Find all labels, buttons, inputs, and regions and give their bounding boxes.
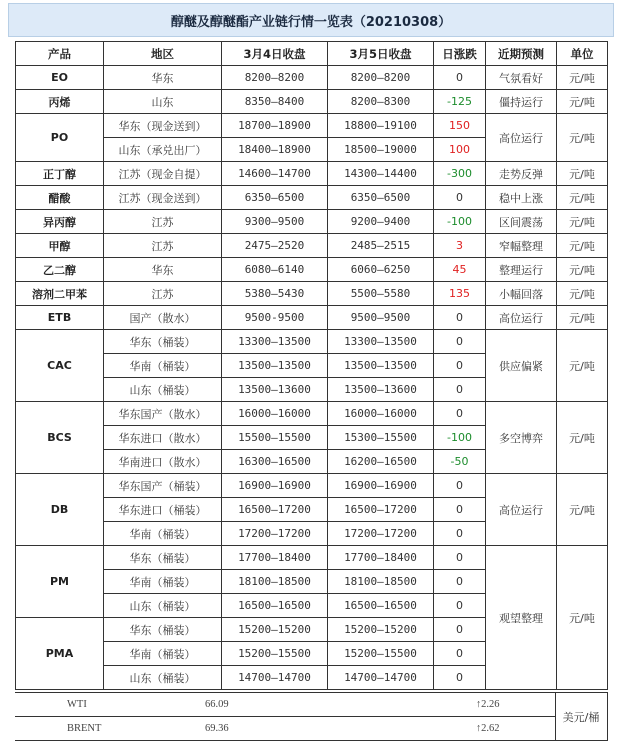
mar5-cell: 15200—15200 — [328, 618, 434, 642]
unit-cell: 元/吨 — [557, 162, 608, 186]
mar4-cell: 2475—2520 — [222, 234, 328, 258]
unit-cell: 元/吨 — [557, 90, 608, 114]
unit-cell: 元/吨 — [557, 210, 608, 234]
change-cell: -125 — [434, 90, 486, 114]
product-cell: ETB — [16, 306, 104, 330]
change-cell: 0 — [434, 522, 486, 546]
header-row — [16, 42, 608, 66]
table-row — [16, 258, 608, 282]
product-cell: 丙烯 — [16, 90, 104, 114]
change-cell: -50 — [434, 450, 486, 474]
forecast-cell: 气氛看好 — [486, 66, 557, 90]
region-cell: 华东 — [104, 66, 222, 90]
mar5-cell: 9500—9500 — [328, 306, 434, 330]
product-cell: PO — [16, 114, 104, 162]
mar5-cell: 13300—13500 — [328, 330, 434, 354]
region-cell: 华东进口（散水） — [104, 426, 222, 450]
table-row — [16, 306, 608, 330]
region-cell: 华南（桶装） — [104, 522, 222, 546]
header-product: 产品 — [16, 42, 104, 66]
product-cell: 溶剂二甲苯 — [16, 282, 104, 306]
crude-oil-table — [15, 692, 608, 741]
product-cell: PM — [16, 546, 104, 618]
header-mar5: 3月5日收盘 — [328, 42, 434, 66]
mar5-cell: 18100—18500 — [328, 570, 434, 594]
mar4-cell: 15200—15200 — [222, 618, 328, 642]
product-cell: 乙二醇 — [16, 258, 104, 282]
unit-cell: 元/吨 — [557, 234, 608, 258]
table-row — [16, 186, 608, 210]
product-cell: 醋酸 — [16, 186, 104, 210]
mar4-cell: 13500—13500 — [222, 354, 328, 378]
mar4-cell: 6080—6140 — [222, 258, 328, 282]
region-cell: 江苏（现金自提） — [104, 162, 222, 186]
forecast-cell: 小幅回落 — [486, 282, 557, 306]
table-row — [16, 90, 608, 114]
region-cell: 国产（散水） — [104, 306, 222, 330]
product-cell: 甲醇 — [16, 234, 104, 258]
region-cell: 山东（桶装） — [104, 666, 222, 690]
price-table — [15, 41, 608, 690]
change-cell: 0 — [434, 306, 486, 330]
product-cell: BCS — [16, 402, 104, 474]
forecast-cell: 高位运行 — [486, 306, 557, 330]
oil-name: BRENT — [15, 717, 125, 741]
mar5-cell: 17700—18400 — [328, 546, 434, 570]
mar5-cell: 16900—16900 — [328, 474, 434, 498]
change-cell: 0 — [434, 330, 486, 354]
oil-name: WTI — [15, 693, 125, 717]
mar4-cell: 14700—14700 — [222, 666, 328, 690]
region-cell: 华南进口（散水） — [104, 450, 222, 474]
change-cell: 135 — [434, 282, 486, 306]
change-cell: 0 — [434, 618, 486, 642]
header-mar4: 3月4日收盘 — [222, 42, 328, 66]
mar5-cell: 17200—17200 — [328, 522, 434, 546]
region-cell: 华南（桶装） — [104, 642, 222, 666]
unit-cell: 元/吨 — [557, 186, 608, 210]
forecast-cell: 供应偏紧 — [486, 330, 557, 402]
oil-value: 66.09 — [125, 693, 315, 717]
mar4-cell: 16900—16900 — [222, 474, 328, 498]
change-cell: 150 — [434, 114, 486, 138]
forecast-cell: 高位运行 — [486, 114, 557, 162]
unit-cell: 元/吨 — [557, 330, 608, 402]
mar5-cell: 14300—14400 — [328, 162, 434, 186]
mar5-cell: 6060—6250 — [328, 258, 434, 282]
oil-unit: 美元/桶 — [555, 693, 607, 741]
mar4-cell: 16300—16500 — [222, 450, 328, 474]
change-cell: 0 — [434, 186, 486, 210]
change-cell: 0 — [434, 474, 486, 498]
change-cell: 0 — [434, 594, 486, 618]
region-cell: 华东进口（桶装） — [104, 498, 222, 522]
forecast-cell: 窄幅整理 — [486, 234, 557, 258]
oil-change: ↑2.26 — [315, 693, 555, 717]
mar4-cell: 13300—13500 — [222, 330, 328, 354]
mar5-cell: 18800—19100 — [328, 114, 434, 138]
mar4-cell: 17200—17200 — [222, 522, 328, 546]
region-cell: 华南（桶装） — [104, 570, 222, 594]
mar5-cell: 18500—19000 — [328, 138, 434, 162]
change-cell: 0 — [434, 378, 486, 402]
forecast-cell: 僵持运行 — [486, 90, 557, 114]
region-cell: 华东国产（桶装） — [104, 474, 222, 498]
region-cell: 华东 — [104, 258, 222, 282]
region-cell: 江苏 — [104, 282, 222, 306]
unit-cell: 元/吨 — [557, 282, 608, 306]
region-cell: 华南（桶装） — [104, 354, 222, 378]
mar5-cell: 15300—15500 — [328, 426, 434, 450]
change-cell: -100 — [434, 426, 486, 450]
mar5-cell: 16500—17200 — [328, 498, 434, 522]
forecast-cell: 整理运行 — [486, 258, 557, 282]
mar4-cell: 9500-9500 — [222, 306, 328, 330]
mar5-cell: 8200—8200 — [328, 66, 434, 90]
region-cell: 华东国产（散水） — [104, 402, 222, 426]
mar5-cell: 6350—6500 — [328, 186, 434, 210]
region-cell: 山东（承兑出厂） — [104, 138, 222, 162]
report-title: 醇醚及醇醚酯产业链行情一览表（20210308） — [8, 3, 614, 37]
forecast-cell: 区间震荡 — [486, 210, 557, 234]
mar4-cell: 8200—8200 — [222, 66, 328, 90]
change-cell: 0 — [434, 66, 486, 90]
change-cell: 0 — [434, 354, 486, 378]
change-cell: 45 — [434, 258, 486, 282]
unit-cell: 元/吨 — [557, 66, 608, 90]
product-cell: 异丙醇 — [16, 210, 104, 234]
region-cell: 江苏 — [104, 234, 222, 258]
change-cell: 0 — [434, 570, 486, 594]
mar4-cell: 18400—18900 — [222, 138, 328, 162]
mar4-cell: 5380—5430 — [222, 282, 328, 306]
header-unit: 单位 — [557, 42, 608, 66]
mar4-cell: 15500—15500 — [222, 426, 328, 450]
mar5-cell: 15200—15500 — [328, 642, 434, 666]
mar4-cell: 18100—18500 — [222, 570, 328, 594]
table-row — [16, 282, 608, 306]
table-row — [16, 114, 608, 138]
mar4-cell: 18700—18900 — [222, 114, 328, 138]
table-row — [16, 546, 608, 570]
change-cell: 0 — [434, 546, 486, 570]
mar5-cell: 8200—8300 — [328, 90, 434, 114]
region-cell: 山东（桶装） — [104, 594, 222, 618]
forecast-cell: 走势反弹 — [486, 162, 557, 186]
region-cell: 华东（桶装） — [104, 618, 222, 642]
mar4-cell: 13500—13600 — [222, 378, 328, 402]
change-cell: 0 — [434, 666, 486, 690]
product-cell: EO — [16, 66, 104, 90]
product-cell: 正丁醇 — [16, 162, 104, 186]
mar5-cell: 14700—14700 — [328, 666, 434, 690]
unit-cell: 元/吨 — [557, 258, 608, 282]
unit-cell: 元/吨 — [557, 402, 608, 474]
unit-cell: 元/吨 — [557, 474, 608, 546]
table-row — [16, 66, 608, 90]
mar4-cell: 16000—16000 — [222, 402, 328, 426]
table-row — [16, 402, 608, 426]
mar4-cell: 15200—15500 — [222, 642, 328, 666]
product-cell: CAC — [16, 330, 104, 402]
mar5-cell: 16500—16500 — [328, 594, 434, 618]
product-cell: PMA — [16, 618, 104, 690]
product-cell: DB — [16, 474, 104, 546]
mar5-cell: 16200—16500 — [328, 450, 434, 474]
region-cell: 华东（桶装） — [104, 330, 222, 354]
change-cell: 100 — [434, 138, 486, 162]
forecast-cell: 稳中上涨 — [486, 186, 557, 210]
forecast-cell: 多空博弈 — [486, 402, 557, 474]
change-cell: -100 — [434, 210, 486, 234]
region-cell: 华东（桶装） — [104, 546, 222, 570]
mar5-cell: 9200—9400 — [328, 210, 434, 234]
mar5-cell: 13500—13600 — [328, 378, 434, 402]
oil-row-brent — [15, 717, 607, 741]
change-cell: 0 — [434, 402, 486, 426]
mar4-cell: 16500—16500 — [222, 594, 328, 618]
oil-row-wti — [15, 693, 607, 717]
region-cell: 江苏 — [104, 210, 222, 234]
mar4-cell: 8350—8400 — [222, 90, 328, 114]
change-cell: 0 — [434, 642, 486, 666]
forecast-cell: 高位运行 — [486, 474, 557, 546]
header-region: 地区 — [104, 42, 222, 66]
oil-change: ↑2.62 — [315, 717, 555, 741]
mar5-cell: 16000—16000 — [328, 402, 434, 426]
unit-cell: 元/吨 — [557, 306, 608, 330]
mar4-cell: 14600—14700 — [222, 162, 328, 186]
table-row — [16, 210, 608, 234]
mar4-cell: 6350—6500 — [222, 186, 328, 210]
header-forecast: 近期预测 — [486, 42, 557, 66]
mar4-cell: 17700—18400 — [222, 546, 328, 570]
region-cell: 山东（桶装） — [104, 378, 222, 402]
oil-value: 69.36 — [125, 717, 315, 741]
change-cell: -300 — [434, 162, 486, 186]
change-cell: 0 — [434, 498, 486, 522]
mar5-cell: 2485—2515 — [328, 234, 434, 258]
change-cell: 3 — [434, 234, 486, 258]
region-cell: 江苏（现金送到） — [104, 186, 222, 210]
header-change: 日涨跌 — [434, 42, 486, 66]
mar5-cell: 5500—5580 — [328, 282, 434, 306]
table-row — [16, 234, 608, 258]
region-cell: 华东（现金送到） — [104, 114, 222, 138]
mar5-cell: 13500—13500 — [328, 354, 434, 378]
unit-cell: 元/吨 — [557, 546, 608, 690]
table-row — [16, 474, 608, 498]
mar4-cell: 9300—9500 — [222, 210, 328, 234]
unit-cell: 元/吨 — [557, 114, 608, 162]
forecast-cell: 观望整理 — [486, 546, 557, 690]
table-row — [16, 162, 608, 186]
table-row — [16, 330, 608, 354]
region-cell: 山东 — [104, 90, 222, 114]
mar4-cell: 16500—17200 — [222, 498, 328, 522]
